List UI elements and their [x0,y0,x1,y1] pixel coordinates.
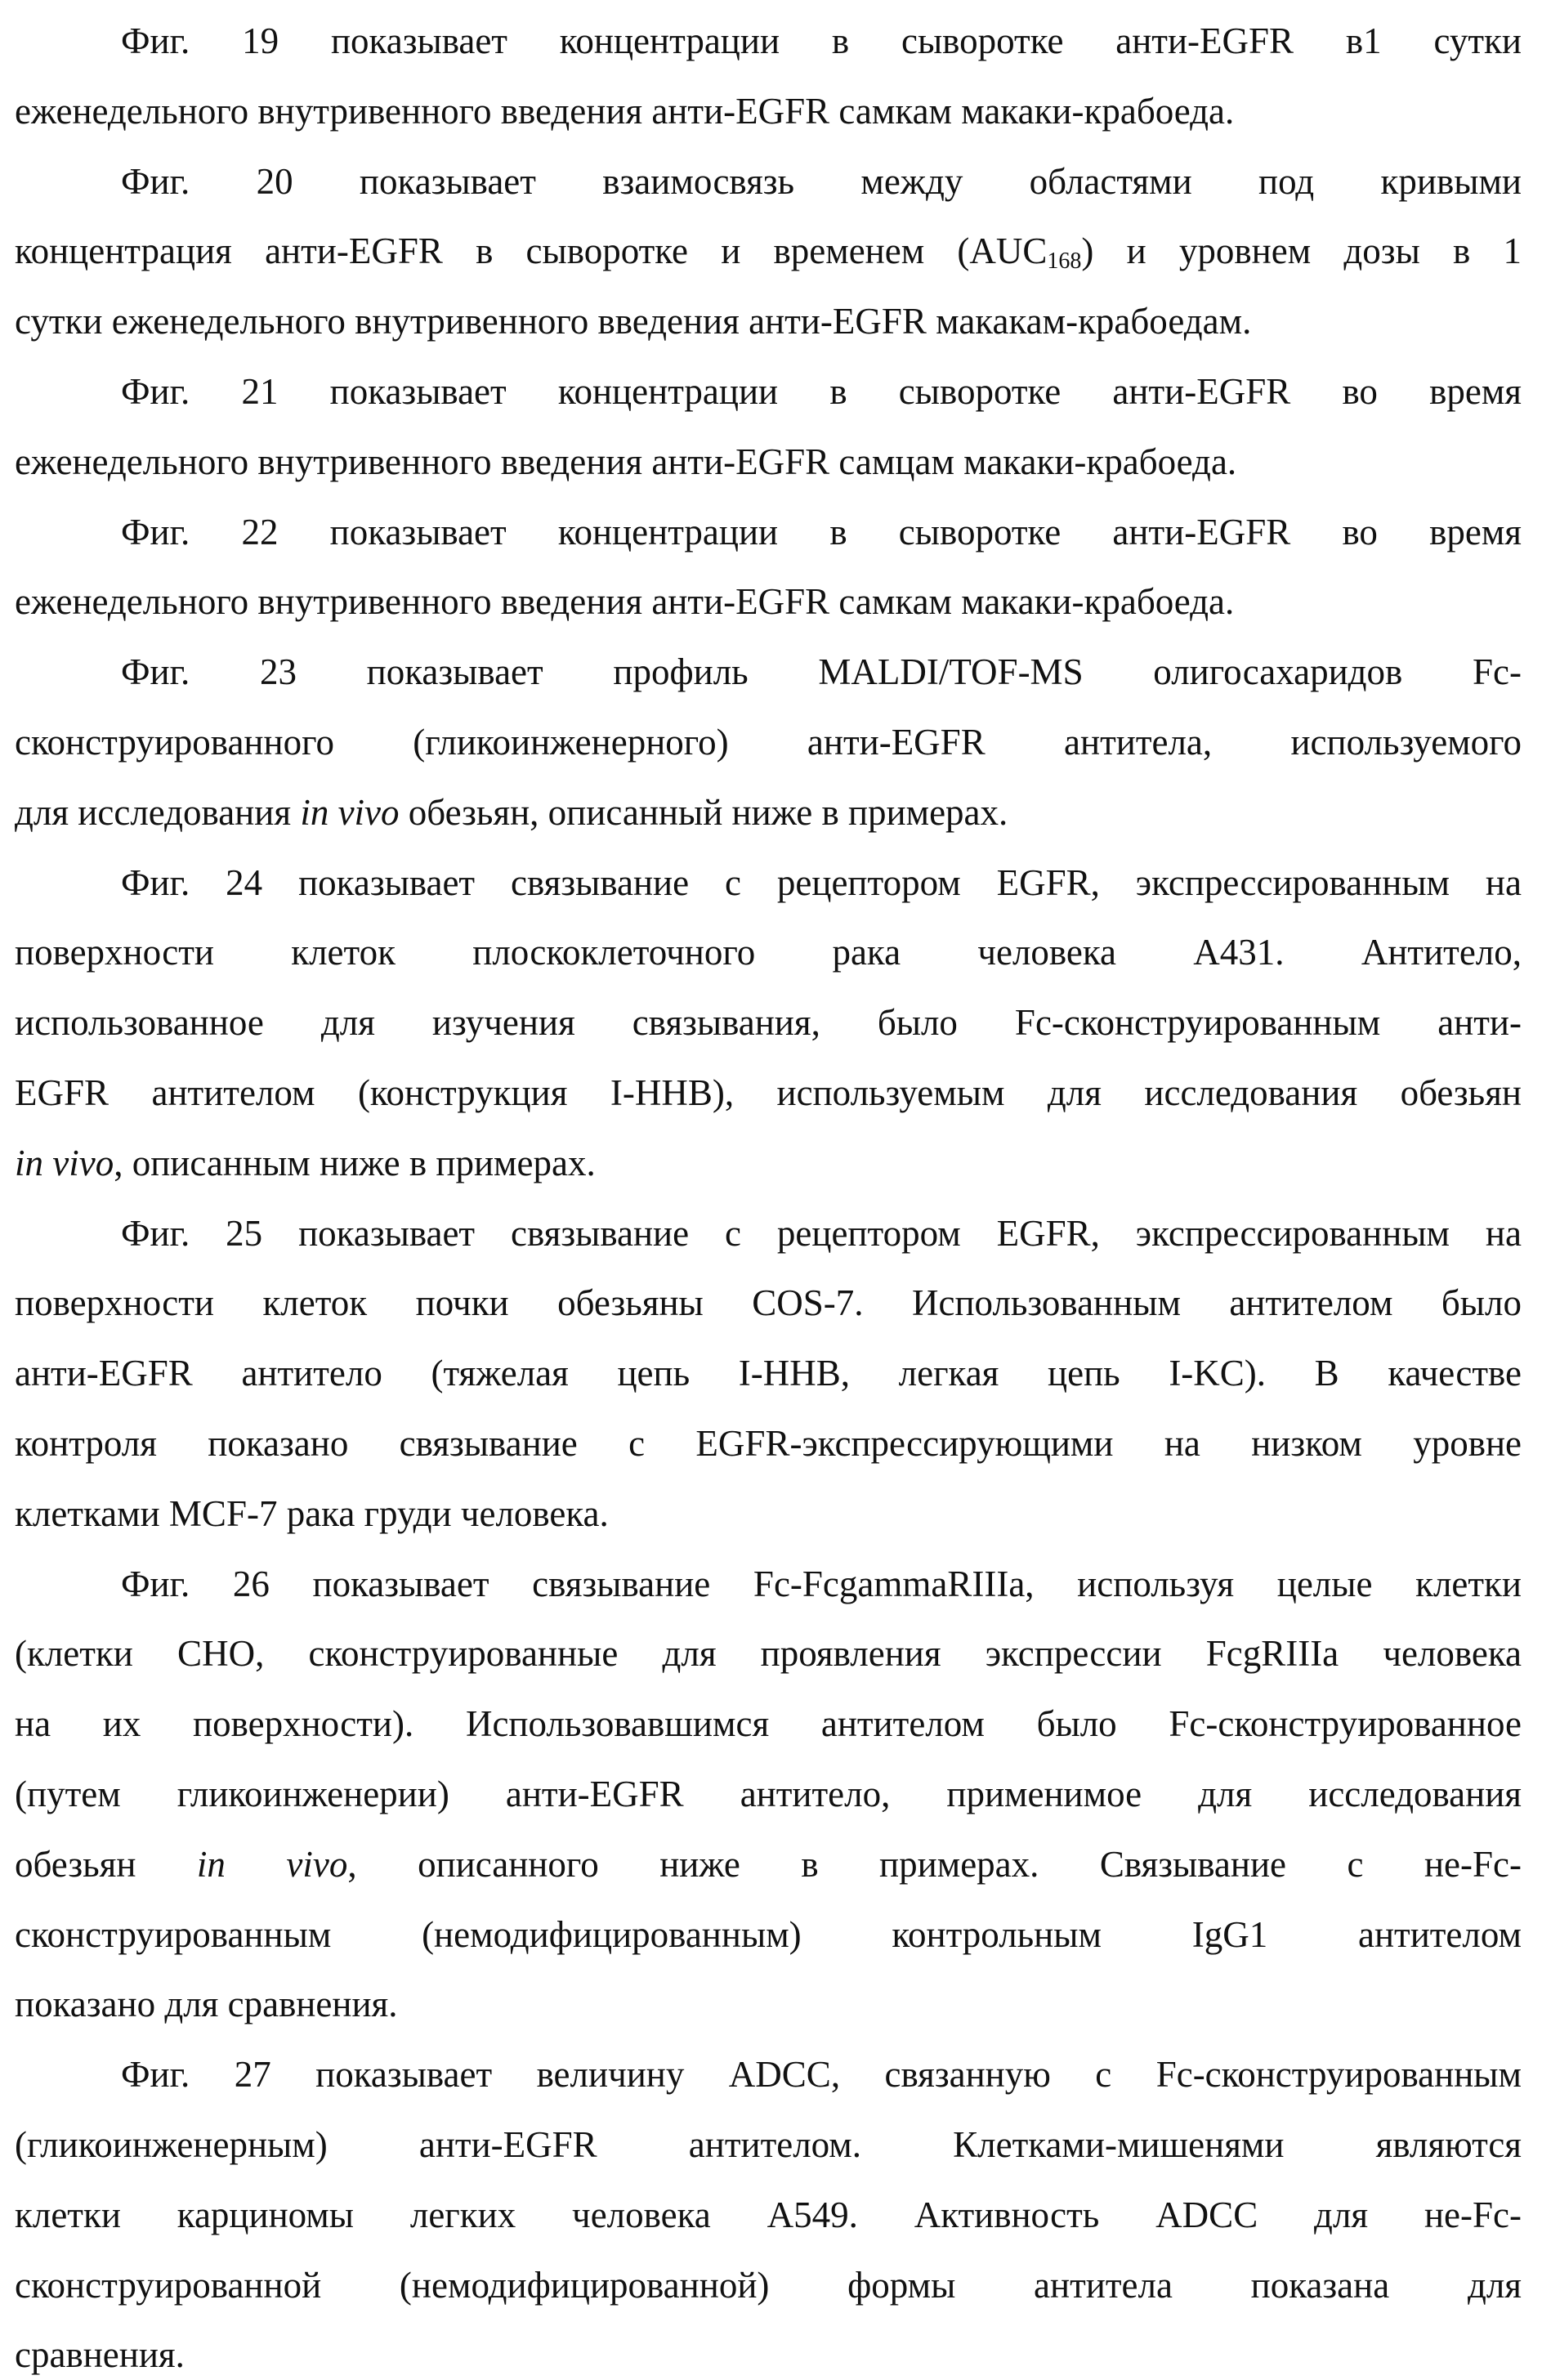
text-segment: еженедельного внутривенного введения анти-EGFR самцам макаки-крабоеда. [15,441,1236,482]
paragraph-line [121,858,1522,907]
paragraph-line [15,1489,1522,1538]
paragraph-line [15,928,1522,977]
italic-text: in vivo [300,792,399,833]
paragraph-line [15,1068,1522,1117]
text-segment: Фиг. 24 показывает связывание с рецептором EGFR, экспрессированным на [121,862,1522,903]
subscript-text: 168 [1047,248,1081,274]
text-segment: (гликоинженерным) анти-EGFR антителом. Клетками-мишенями являются [15,2124,1522,2165]
paragraph-line [15,1980,1522,2029]
paragraph-line [15,1840,1522,1889]
text-segment: EGFR антителом (конструкция I-HHB), используемым для исследования обезьян [15,1072,1522,1113]
text-segment: Фиг. 26 показывает связывание Fc-FcgammaRIIIa, используя целые клетки [121,1564,1522,1604]
text-segment: на их поверхности). Использовавшимся антителом было Fc-сконструированное [15,1703,1522,1744]
text-segment: Фиг. 25 показывает связывание с рецептором EGFR, экспрессированным на [121,1213,1522,1254]
text-segment: сконструированного (гликоинженерного) анти-EGFR антитела, используемого [15,722,1522,763]
text-segment: поверхности клеток почки обезьяны COS-7. Использованным антителом было [15,1282,1522,1323]
text-segment: сконструированным (немодифицированным) контрольным IgG1 антителом [15,1914,1522,1955]
text-segment: поверхности клеток плоскоклеточного рака человека A431. Антитело, [15,932,1522,973]
text-segment: Фиг. 27 показывает величину ADCC, связанную с Fc-сконструированным [121,2054,1522,2095]
text-segment: контроля показано связывание с EGFR-экспрессирующими на низком уровне [15,1423,1522,1464]
text-segment: сконструированной (немодифицированной) формы антитела показана для [15,2265,1522,2306]
paragraph-line [121,157,1522,206]
paragraph-line [121,1209,1522,1258]
paragraph-line [121,367,1522,416]
text-segment: , описанного ниже в примерах. Связывание с не-Fc- [347,1844,1522,1885]
paragraph-line [15,1278,1522,1327]
text-segment: сутки еженедельного внутривенного введения анти-EGFR макакам-крабоедам. [15,301,1251,342]
text-segment: Фиг. 22 показывает концентрации в сыворотке анти-EGFR во время [121,512,1522,552]
paragraph-line [15,1419,1522,1468]
paragraph-line [15,1699,1522,1748]
text-segment: Фиг. 23 показывает профиль MALDI/TOF-MS олигосахаридов Fc- [121,651,1522,692]
italic-text: in vivo [15,1143,114,1183]
paragraph-line [15,1910,1522,1959]
paragraph-line [15,998,1522,1047]
paragraph-line [121,647,1522,696]
paragraph-line [15,577,1522,626]
paragraph-line [15,226,1522,286]
text-segment: ) и уровнем дозы в 1 [1081,230,1522,271]
paragraph-line [15,2261,1522,2310]
italic-text: in vivo [197,1844,347,1885]
text-segment: использованное для изучения связывания, было Fc-сконструированным анти- [15,1002,1522,1043]
paragraph-line [121,1559,1522,1608]
paragraph-line [15,437,1522,486]
paragraph-line [15,1349,1522,1398]
paragraph-line [15,2120,1522,2169]
paragraph-line [15,1139,1522,1188]
text-segment: еженедельного внутривенного введения анти-EGFR самкам макаки-крабоеда. [15,581,1234,622]
paragraph-line [15,87,1522,136]
text-segment: Фиг. 20 показывает взаимосвязь между областями под кривыми [121,161,1522,202]
paragraph-line [15,1629,1522,1678]
text-segment: обезьян, описанный ниже в примерах. [400,792,1008,833]
text-segment: Фиг. 21 показывает концентрации в сыворотке анти-EGFR во время [121,371,1522,412]
paragraph-line [15,2190,1522,2239]
text-segment: еженедельного внутривенного введения анти-EGFR самкам макаки-крабоеда. [15,91,1234,132]
text-segment: показано для сравнения. [15,1984,397,2024]
paragraph-line [15,2330,1522,2379]
text-segment: , описанным ниже в примерах. [114,1143,596,1183]
text-segment: для исследования [15,792,300,833]
paragraph-line [121,16,1522,65]
text-segment: концентрация анти-EGFR в сыворотке и временем (AUC [15,230,1047,271]
paragraph-line [15,718,1522,767]
text-segment: обезьян [15,1844,197,1885]
paragraph-line [15,1769,1522,1819]
text-segment: сравнения. [15,2334,185,2375]
text-segment: клетки карциномы легких человека A549. Активность ADCC для не-Fc- [15,2194,1522,2235]
paragraph-line [121,2050,1522,2099]
paragraph-line [121,508,1522,557]
text-segment: анти-EGFR антитело (тяжелая цепь I-HHB, легкая цепь I-KC). В качестве [15,1353,1522,1394]
text-segment: (клетки CHO, сконструированные для проявления экспрессии FcgRIIIa человека [15,1633,1522,1674]
paragraph-line [15,297,1522,346]
text-segment: (путем гликоинженерии) анти-EGFR антитело, применимое для исследования [15,1774,1522,1814]
text-segment: Фиг. 19 показывает концентрации в сыворотке анти-EGFR в1 сутки [121,20,1522,61]
paragraph-line [15,788,1522,837]
text-segment: клетками MCF-7 рака груди человека. [15,1493,609,1534]
